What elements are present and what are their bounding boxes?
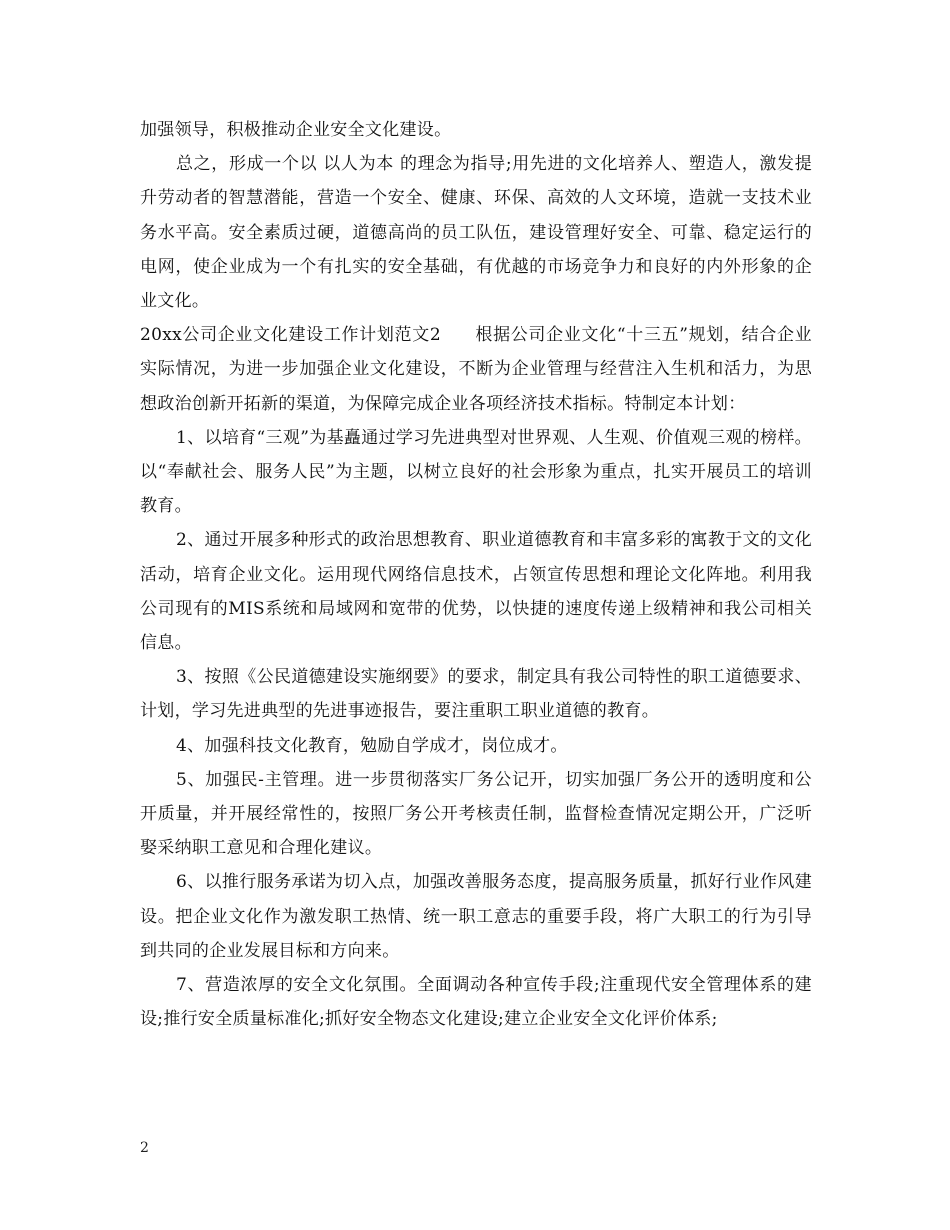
section-intro: 根据公司企业文化“十三五”规划，结合企业实际情况，为进一步加强企业文化建设，不断为企业管理与经营注入生机和活力，为思想政治创新开拓新的渠道，为保障完成企业各项经济技术指标。特制定本计划： [140,325,812,414]
list-item-2: 2、通过开展多种形式的政治思想教育、职业道德教育和丰富多彩的寓教于文的文化活动，培育企业文化。运用现代网络信息技术，占领宣传思想和理论文化阵地。利用我公司现有的MIS系统和局域网和宽带的优势，以快捷的速度传递上级精神和我公司相关信息。 [140,530,812,654]
page-number: 2 [140,1140,149,1156]
list-item-3: 3、按照《公民道德建设实施纲要》的要求，制定具有我公司特性的职工道德要求、计划，学习先进典型的先进事迹报告，要注重职工职业道德的教育。 [140,667,812,722]
section-plan-2 [140,318,812,421]
paragraph-summary: 总之，形成一个以 以人为本 的理念为指导;用先进的文化培养人、塑造人，激发提升劳动者的智慧潜能，营造一个安全、健康、环保、高效的人文环境，造就一支技术业务水平高。安全素质过硬，道德高尚的员工队伍，建设管理好安全、可靠、稳定运行的电网，使企业成为一个有扎实的安全基础，有优越的市场竞争力和良好的内外形象的企业文化。 [140,154,812,312]
document-body [140,113,812,1036]
paragraph-leadership: 加强领导，积极推动企业安全文化建设。 [140,120,452,140]
list-item-7: 7、营造浓厚的安全文化氛围。全面调动各种宣传手段;注重现代安全管理体系的建设;推行安全质量标准化;抓好安全物态文化建设;建立企业安全文化评价体系; [140,975,812,1030]
list-item-4: 4、加强科技文化教育，勉励自学成才，岗位成才。 [176,735,568,756]
list-item-1: 1、以培育“三观”为基矗通过学习先进典型对世界观、人生观、价值观三观的榜样。以“奉献社会、服务人民”为主题，以树立良好的社会形象为重点，扎实开展员工的培训教育。 [140,427,812,517]
list-item-6: 6、以推行服务承诺为切入点，加强改善服务态度，提高服务质量，抓好行业作风建设。把企业文化作为激发职工热情、统一职工意志的重要手段，将广大职工的行为引导到共同的企业发展目标和方向来。 [140,872,812,961]
section-title: 20xx公司企业文化建设工作计划范文2 [140,325,442,346]
list-item-5: 5、加强民-主管理。进一步贯彻落实厂务公记开，切实加强厂务公开的透明度和公开质量，并开展经常性的，按照厂务公开考核责任制，监督检查情况定期公开，广泛听娶采纳职工意见和合理化建议。 [140,769,812,859]
